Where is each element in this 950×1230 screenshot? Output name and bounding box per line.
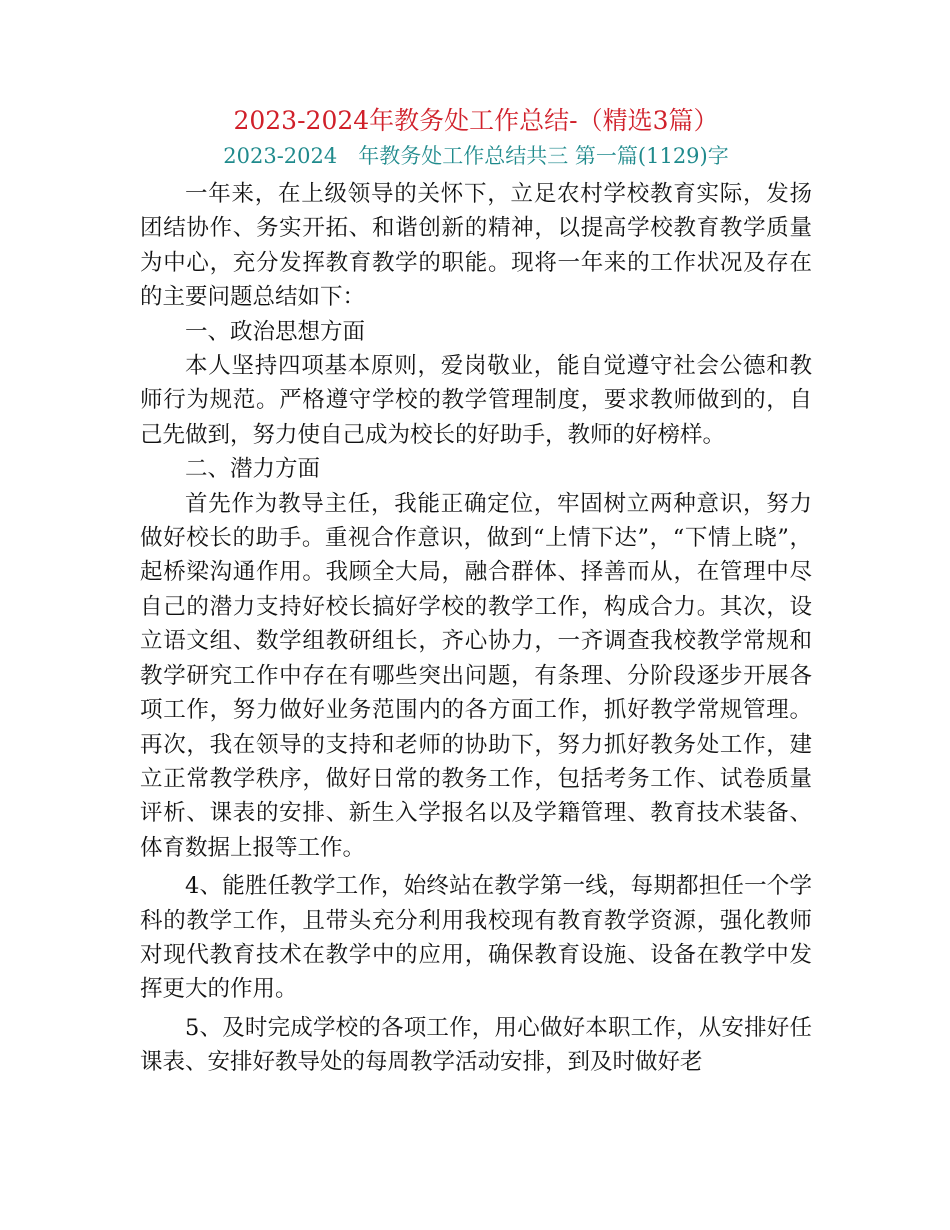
paragraph-ability: 首先作为教导主任，我能正确定位，牢固树立两种意识，努力做好校长的助手。重视合作意识，做到“上情下达”，“下情上晓”，起桥梁沟通作用。我顾全大局，融合群体、择善而从，在管理中尽自己的潜力支持好校长搞好学校的教学工作，构成合力。其次，设立语文组、数学组教研组长，齐心协力，一齐调查我校教学常规和教学研究工作中存在有哪些突出问题，有条理、分阶段逐步开展各项工作，努力做好业务范围内的各方面工作，抓好教学常规管理。再次，我在领导的支持和老师的协助下，努力抓好教务处工作，建立正常教学秩序，做好日常的教务工作，包括考务工作、试卷质量评析、课表的安排、新生入学报名以及学籍管理、教育技术装备、体育数据上报等工作。 xyxy=(140,490,812,861)
paragraph-item-4: 4、能胜任教学工作，始终站在教学第一线，每期都担任一个学科的教学工作，且带头充分利用我校现有教育教学资源，强化教师对现代教育技术在教学中的应用，确保教育设施、设备在教学中发挥更大的作用。 xyxy=(140,873,812,1003)
paragraph-political: 本人坚持四项基本原则，爱岗敬业，能自觉遵守社会公德和教师行为规范。严格遵守学校的教学管理制度，要求教师做到的，自己先做到，努力使自己成为校长的好助手，教师的好榜样。 xyxy=(140,353,812,448)
document-page xyxy=(140,103,812,1080)
section-heading-political: 一、政治思想方面 xyxy=(185,318,366,345)
document-subtitle: 2023-2024 年教务处工作总结共三 第一篇(1129)字 xyxy=(223,144,729,168)
paragraph-intro: 一年来，在上级领导的关怀下，立足农村学校教育实际，发扬团结协作、务实开拓、和谐创新的精神，以提高学校教育教学质量为中心，充分发挥教育教学的职能。现将一年来的工作状况及存在的主要问题总结如下： xyxy=(140,181,812,311)
section-heading-ability: 二、潜力方面 xyxy=(185,456,321,483)
document-title: 2023-2024年教务处工作总结-（精选3篇） xyxy=(233,106,719,135)
paragraph-item-5: 5、及时完成学校的各项工作，用心做好本职工作，从安排好任课表、安排好教导处的每周教学活动安排，到及时做好老 xyxy=(140,1014,812,1076)
